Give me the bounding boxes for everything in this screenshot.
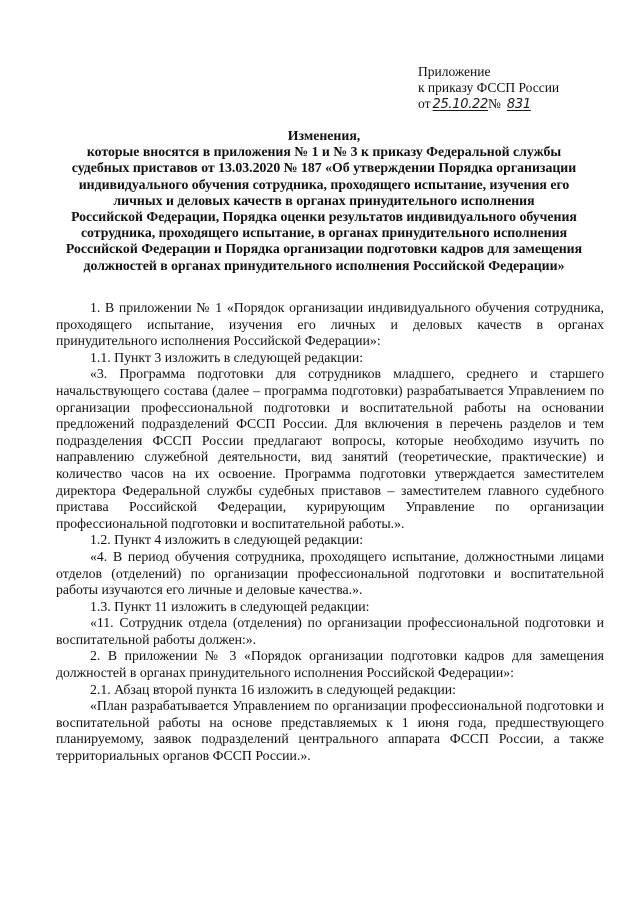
order-date-number-line <box>418 96 618 113</box>
title-line: Российской Федерации, Порядка оценки результатов индивидуального обучения <box>71 209 577 225</box>
date-prefix: от <box>418 96 431 111</box>
title-line: судебных приставов от 13.03.2020 № 187 «Об утверждении Порядка организации <box>71 160 577 176</box>
paragraph-item-1-2: 1.2. Пункт 4 изложить в следующей редакции: <box>90 532 364 548</box>
appendix-header <box>418 64 618 113</box>
paragraph-item-2: 2. В приложении № 3 «Порядок организации подготовки кадров для замещения должностей в органах принудительного исполнения Российской Федерации»: <box>56 648 604 681</box>
order-reference: к приказу ФССП России <box>418 80 560 95</box>
title-line: сотрудника, проходящего испытание, в органах принудительного исполнения <box>80 225 568 241</box>
paragraph-point-16-text: «План разрабатывается Управлением по организации профессиональной подготовки и воспитательной работы на основе представляемых к 1 июня года, предшествующего планируемому, заявок подразделений центрального аппарата ФССП России, а также территориальных органов ФССП России.». <box>56 698 604 764</box>
title-line: личных и деловых качеств в органах принудительного исполнения <box>113 192 535 208</box>
number-sign: № <box>487 96 501 111</box>
title-line: Российской Федерации и Порядка организации подготовки кадров для замещения <box>65 241 583 257</box>
document-title <box>44 128 604 274</box>
paragraph-item-1: 1. В приложении № 1 «Порядок организации индивидуального обучения сотрудника, проходящего испытание, изучения его личных и деловых качеств в органах принудительного исполнения Российской Федерации»: <box>56 300 604 349</box>
handwritten-date: 25.10.22 <box>432 97 488 112</box>
appendix-label: Приложение <box>418 64 491 79</box>
paragraph-item-1-3: 1.3. Пункт 11 изложить в следующей редакции: <box>90 598 370 614</box>
paragraph-point-4-text: «4. В период обучения сотрудника, проходящего испытание, должностными лицами отделов (отделений) по организации профессиональной подготовки и воспитательной работы изучаются его личные и деловые качества.». <box>56 548 604 598</box>
paragraph-point-3-text: «3. Программа подготовки для сотрудников младшего, среднего и старшего начальствующего состава (далее – программа подготовки) разрабатывается Управлением по организации профессиональной подготовки и воспитательной работы на основании предложений подразделений ФССП России. Для включения в перечень разделов и тем подразделения ФССП России предлагают вопросы, которые необходимо изучить по направлению служебной деятельности, вид занятий (теоретические, практические) и количество часов на их освоение. Программа подготовки утверждается заместителем директора Федеральной службы судебных приставов – заместителем главного судебного пристава Российской Федерации, курирующим Управление по организации профессиональной подготовки и воспитательной работы.». <box>56 366 604 531</box>
handwritten-number: 831 <box>506 97 531 112</box>
paragraph-item-1-1: 1.1. Пункт 3 изложить в следующей редакции: <box>90 349 364 365</box>
paragraph-item-2-1: 2.1. Абзац второй пункта 16 изложить в следующей редакции: <box>90 681 456 697</box>
title-line: индивидуального обучения сотрудника, проходящего испытание, изучения его <box>78 176 570 192</box>
title-line: Изменения, <box>287 128 361 143</box>
document-body <box>56 300 604 765</box>
paragraph-point-11-text: «11. Сотрудник отдела (отделения) по организации профессиональной подготовки и воспитательной работы должен:». <box>56 615 604 647</box>
title-line: которые вносятся в приложения № 1 и № 3 к приказу Федеральной службы <box>86 144 562 160</box>
title-line: должностей в органах принудительного исполнения Российской Федерации» <box>83 257 565 273</box>
